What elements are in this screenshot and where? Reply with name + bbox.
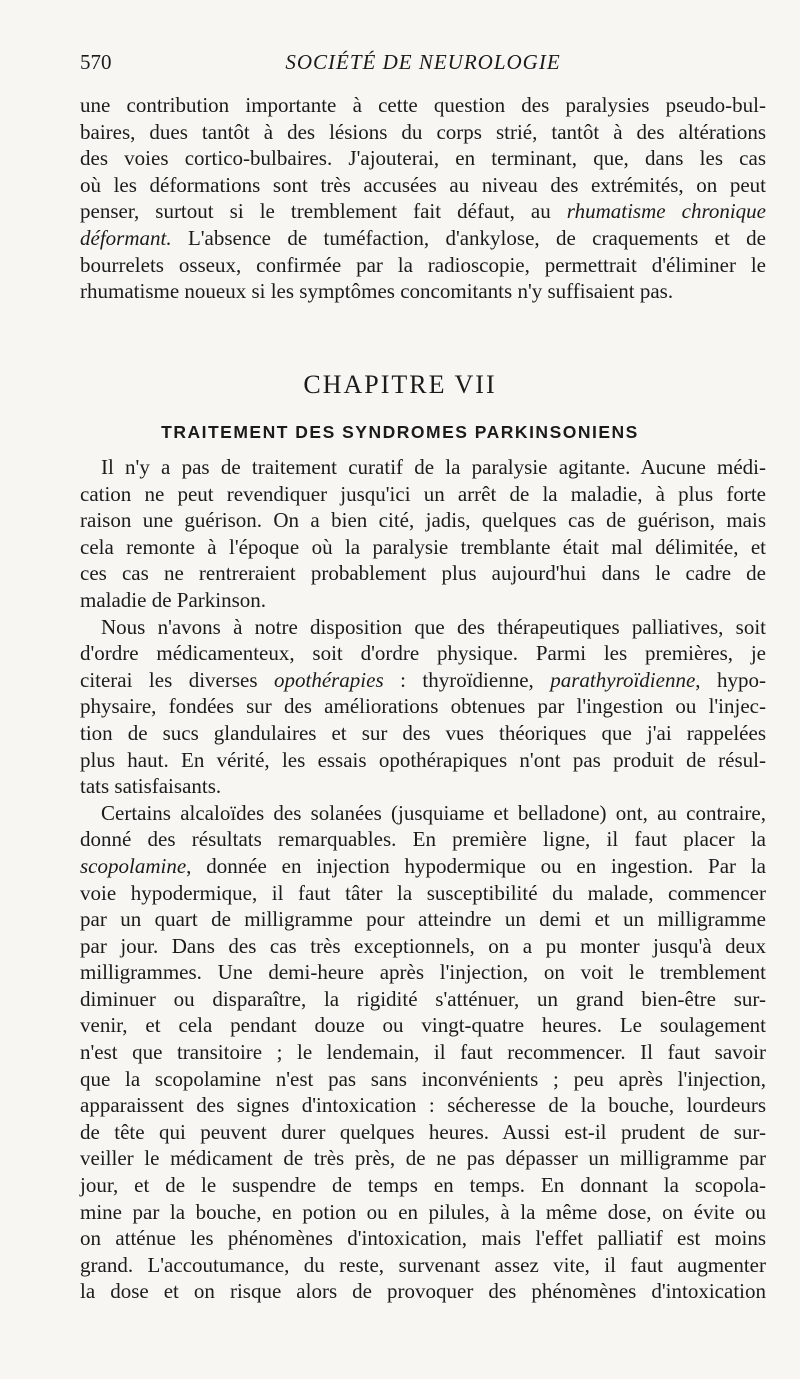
text-line: citerai les diverses opothérapies : thyroïdienne, parathyroïdienne, hypo- — [80, 667, 766, 692]
text-line: déformant. L'absence de tuméfaction, d'ankylose, de craquements et de — [80, 225, 766, 250]
text-line: mine par la bouche, en potion ou en pilules, à la même dose, on évite ou — [80, 1199, 766, 1224]
text-line: de tête qui peuvent durer quelques heures. Aussi est-il prudent de sur- — [80, 1119, 766, 1144]
text-line: apparaissent des signes d'intoxication : sécheresse de la bouche, lourdeurs — [80, 1093, 766, 1118]
text-line: veiller le médicament de très près, de ne pas dépasser un milligramme par — [80, 1146, 766, 1171]
text-line: rhumatisme noueux si les symptômes concomitants n'y suffisaient pas. — [80, 279, 674, 304]
text-line: la dose et on risque alors de provoquer des phénomènes d'intoxication — [80, 1279, 766, 1304]
text-line: cation ne peut revendiquer jusqu'ici un arrêt de la maladie, à plus forte — [80, 481, 766, 506]
text-line: Nous n'avons à notre disposition que des thérapeutiques palliatives, soit — [101, 614, 766, 639]
text-line: physaire, fondées sur des améliorations obtenues par l'ingestion ou l'injec- — [80, 694, 766, 719]
text-line: grand. L'accoutumance, du reste, survenant assez vite, il faut augmenter — [80, 1252, 766, 1277]
text-line: scopolamine, donnée en injection hypodermique ou en ingestion. Par la — [80, 853, 766, 878]
text-line: où les déformations sont très accusées au niveau des extrémités, on peut — [80, 172, 766, 197]
text-line: tats satisfaisants. — [80, 774, 222, 799]
text-line: diminuer ou disparaître, la rigidité s'atténuer, un grand bien-être sur- — [80, 986, 766, 1011]
text-line: baires, dues tantôt à des lésions du corps strié, tantôt à des altérations — [80, 119, 766, 144]
text-line: des voies cortico-bulbaires. J'ajouterai, en terminant, que, dans les cas — [80, 146, 766, 171]
running-title: SOCIÉTÉ DE NEUROLOGIE — [285, 50, 561, 74]
text-line: jour, et de le suspendre de temps en temps. En donnant la scopola- — [80, 1173, 766, 1198]
text-line: plus haut. En vérité, les essais opothérapiques n'ont pas produit de résul- — [80, 747, 766, 772]
text-line: une contribution importante à cette question des paralysies pseudo-bul- — [80, 93, 766, 117]
text-line: tion de sucs glandulaires et sur des vues théoriques que j'ai rappelées — [80, 720, 766, 745]
text-line: n'est que transitoire ; le lendemain, il faut recommencer. Il faut savoir — [80, 1040, 766, 1065]
text-line: milligrammes. Une demi-heure après l'injection, on voit le tremblement — [80, 960, 766, 985]
text-line: d'ordre médicamenteux, soit d'ordre physique. Parmi les premières, je — [80, 641, 766, 666]
page-number: 570 — [80, 50, 112, 74]
text-line: Certains alcaloïdes des solanées (jusquiame et belladone) ont, au contraire, — [101, 800, 766, 825]
text-line: Il n'y a pas de traitement curatif de la paralysie agitante. Aucune médi- — [101, 455, 766, 479]
text-line: raison une guérison. On a bien cité, jadis, quelques cas de guérison, mais — [80, 508, 766, 533]
text-line: donné des résultats remarquables. En première ligne, il faut placer la — [80, 827, 766, 852]
chapter-body — [80, 454, 766, 1305]
text-line: par jour. Dans des cas très exceptionnels, on a pu monter jusqu'à deux — [80, 933, 766, 958]
text-line: maladie de Parkinson. — [80, 587, 267, 612]
text-line: ces cas ne rentreraient probablement plus aujourd'hui dans le cadre de — [80, 561, 766, 586]
page-header — [80, 50, 766, 80]
text-line: voie hypodermique, il faut tâter la susceptibilité du malade, commencer — [80, 880, 766, 905]
text-line: penser, surtout si le tremblement fait défaut, au rhumatisme chronique — [80, 199, 766, 224]
text-line: on atténue les phénomènes d'intoxication, mais l'effet palliatif est moins — [80, 1226, 766, 1251]
chapter-title: TRAITEMENT DES SYNDROMES PARKINSONIENS — [161, 422, 639, 442]
text-line: bourrelets osseux, confirmée par la radioscopie, permettrait d'éliminer le — [80, 252, 766, 277]
text-line: par un quart de milligramme pour atteindre un demi et un milligramme — [80, 907, 766, 932]
chapter-label: CHAPITRE VII — [303, 370, 497, 399]
text-line: venir, et cela pendant douze ou vingt-quatre heures. Le soulagement — [80, 1013, 766, 1038]
text-line: que la scopolamine n'est pas sans inconvénients ; peu après l'injection, — [80, 1066, 766, 1091]
intro-paragraph — [80, 92, 766, 305]
text-line: cela remonte à l'époque où la paralysie tremblante était mal délimitée, et — [80, 534, 766, 559]
